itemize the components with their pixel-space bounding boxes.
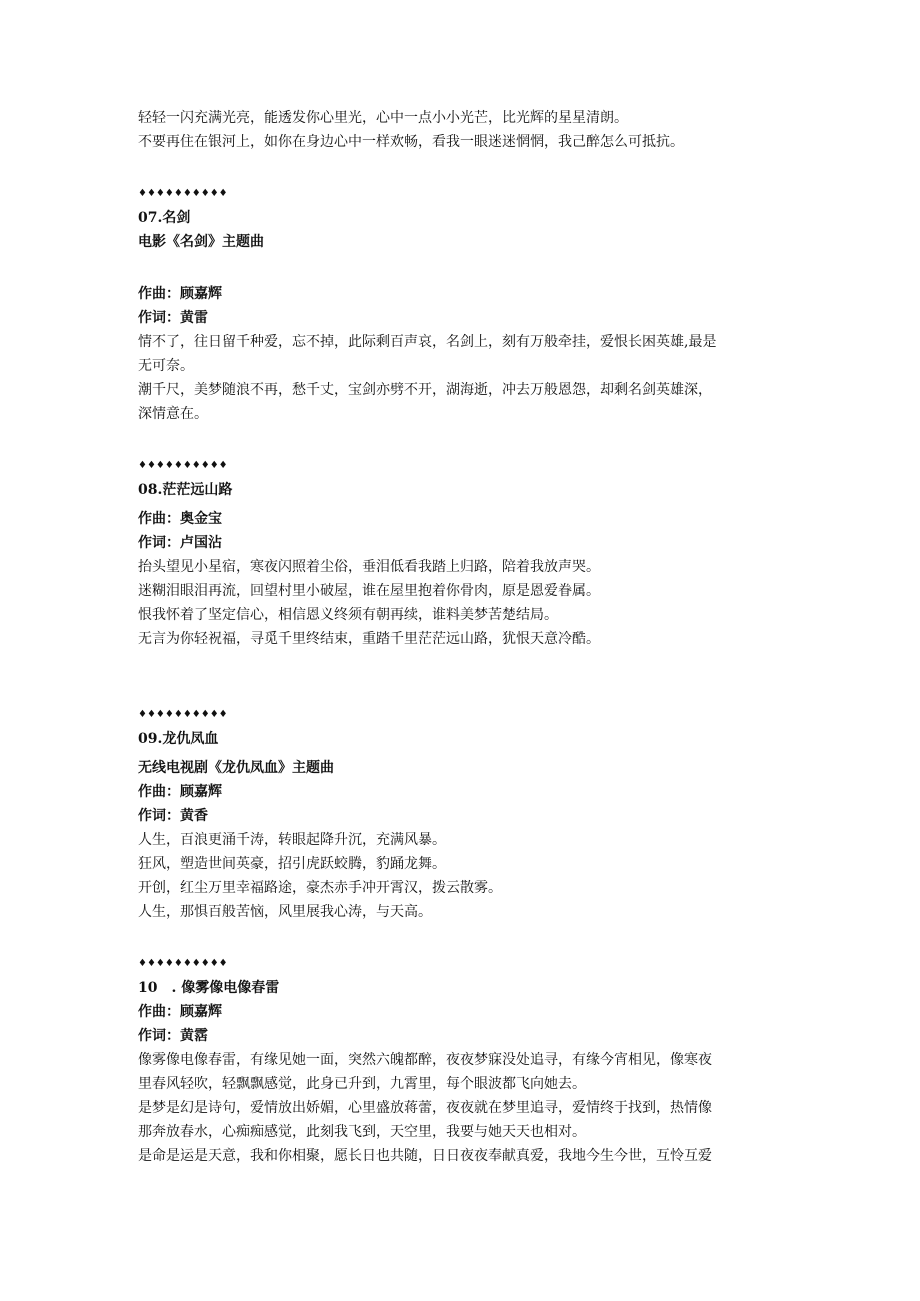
section-divider: ♦♦♦♦♦♦♦♦♦♦ bbox=[138, 188, 228, 199]
lyric-line: 迷糊泪眼泪再流，回望村里小破屋，谁在屋里抱着你骨肉，原是恩爱眷属。 bbox=[138, 583, 600, 599]
lyric-line: 是梦是幻是诗句，爱情放出娇媚，心里盛放蒋蕾，夜夜就在梦里追寻，爱情终于找到，热情像 bbox=[138, 1100, 712, 1116]
song-09-section bbox=[138, 703, 788, 924]
lyric-line: 狂风，塑造世间英豪，招引虎跃蛟腾，豹踊龙舞。 bbox=[138, 856, 446, 872]
composer-credit: 作曲：顾嘉辉 bbox=[138, 784, 222, 800]
lyric-line: 人生，那惧百般苦恼，风里展我心涛，与天高。 bbox=[138, 904, 432, 920]
lyric-line: 人生，百浪更涌千涛，转眼起降升沉，充满风暴。 bbox=[138, 832, 446, 848]
lyric-line: 开创，红尘万里幸福路途，豪杰赤手冲开霄汉，拨云散雾。 bbox=[138, 880, 502, 896]
section-divider: ♦♦♦♦♦♦♦♦♦♦ bbox=[138, 709, 228, 720]
lyricist-credit: 作词：黄雷 bbox=[138, 310, 208, 326]
composer-credit: 作曲：奥金宝 bbox=[138, 511, 222, 527]
lyric-line: 情不了，往日留千种爱，忘不掉，此际剩百声哀，名剑上，刻有万般牵挂，爱恨长困英雄,最是 bbox=[138, 334, 717, 350]
lyricist-credit: 作词：卢国沾 bbox=[138, 535, 222, 551]
lyric-line: 抬头望见小星宿，寒夜闪照着尘俗，垂泪低看我踏上归路，陪着我放声哭。 bbox=[138, 559, 600, 575]
section-divider: ♦♦♦♦♦♦♦♦♦♦ bbox=[138, 958, 228, 969]
song-subtitle: 无线电视剧《龙仇凤血》主题曲 bbox=[138, 760, 334, 776]
lyric-line: 里春风轻吹，轻飘飘感觉，此身已升到，九霄里，每个眼波都飞向她去。 bbox=[138, 1076, 586, 1092]
intro-line-1: 轻轻一闪充满光亮，能透发你心里光，心中一点小小光芒，比光辉的星星清朗。 bbox=[138, 110, 628, 126]
lyric-line: 深情意在。 bbox=[138, 406, 208, 422]
document-page bbox=[138, 106, 788, 1168]
lyric-line: 无可奈。 bbox=[138, 358, 194, 374]
song-title: 10 . 像雾像电像春雷 bbox=[138, 980, 280, 996]
lyricist-credit: 作词：黄霑 bbox=[138, 1028, 208, 1044]
composer-credit: 作曲：顾嘉辉 bbox=[138, 286, 222, 302]
song-07-section bbox=[138, 182, 788, 426]
section-divider: ♦♦♦♦♦♦♦♦♦♦ bbox=[138, 460, 228, 471]
composer-credit: 作曲：顾嘉辉 bbox=[138, 1004, 222, 1020]
intro-line-2: 不要再住在银河上，如你在身边心中一样欢畅，看我一眼迷迷惘惘，我己醉怎么可抵抗。 bbox=[138, 134, 684, 150]
lyric-line: 无言为你轻祝福，寻觅千里终结束，重踏千里茫茫远山路，犹恨天意冷酷。 bbox=[138, 631, 600, 647]
song-title: 08.茫茫远山路 bbox=[138, 482, 233, 498]
lyric-line: 那奔放春水，心痴痴感觉，此刻我飞到，天空里，我要与她天天也相对。 bbox=[138, 1124, 586, 1140]
song-10-section bbox=[138, 952, 788, 1168]
lyric-line: 像雾像电像春雷，有缘见她一面，突然六魄都醉，夜夜梦寐没处追寻，有缘今宵相见，像寒夜 bbox=[138, 1052, 712, 1068]
song-08-section bbox=[138, 454, 788, 651]
song-subtitle: 电影《名剑》主题曲 bbox=[138, 234, 264, 250]
lyricist-credit: 作词：黄香 bbox=[138, 808, 208, 824]
lyric-line: 潮千尺，美梦随浪不再，愁千丈，宝剑亦劈不开，湖海逝，冲去万般恩怨，却剩名剑英雄深， bbox=[138, 382, 712, 398]
song-title: 09.龙仇凤血 bbox=[138, 731, 219, 747]
song-title: 07.名剑 bbox=[138, 210, 191, 226]
lyric-line: 是命是运是天意，我和你相聚，愿长日也共随，日日夜夜奉献真爱，我地今生今世，互怜互爱 bbox=[138, 1148, 712, 1164]
lyric-line: 恨我怀着了坚定信心，相信恩义终须有朝再续，谁料美梦苦楚结局。 bbox=[138, 607, 558, 623]
